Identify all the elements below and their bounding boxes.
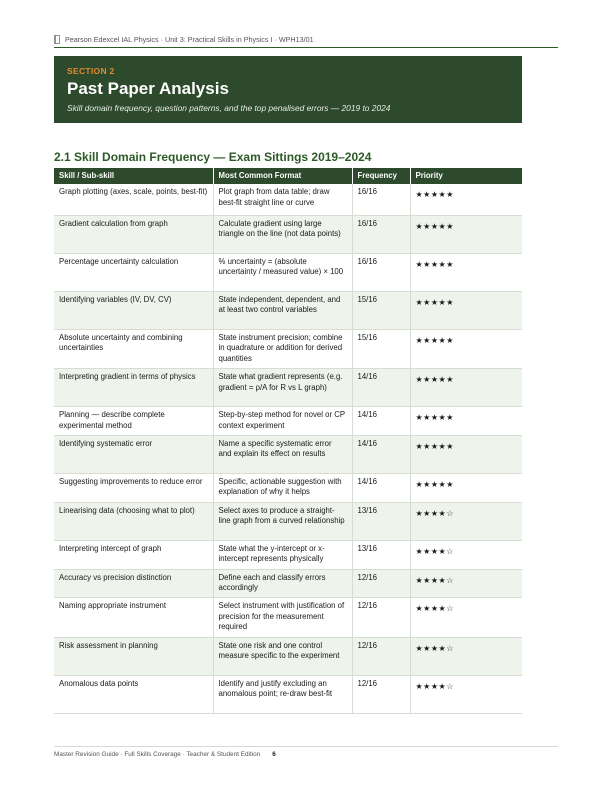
page-number: 6 — [272, 751, 276, 758]
cell-priority: ★★★★★ — [410, 184, 522, 215]
cell-priority: ★★★★★ — [410, 435, 522, 473]
cell-skill: Linearising data (choosing what to plot) — [54, 502, 213, 540]
cell-frequency: 14/16 — [352, 369, 410, 407]
cell-format: Identify and justify excluding an anomalous point; re-draw best-fit — [213, 675, 352, 713]
cell-priority: ★★★★★ — [410, 291, 522, 329]
table-row — [54, 598, 522, 637]
cell-priority: ★★★★★ — [410, 369, 522, 407]
cell-priority: ★★★★☆ — [410, 502, 522, 540]
cell-format: State independent, dependent, and at least two control variables — [213, 291, 352, 329]
cell-format: State instrument precision; combine in quadrature or addition for derived quantities — [213, 329, 352, 368]
table-row — [54, 329, 522, 368]
table-row — [54, 215, 522, 253]
cell-frequency: 14/16 — [352, 435, 410, 473]
cell-format: Specific, actionable suggestion with explanation of why it helps — [213, 473, 352, 502]
cell-frequency: 15/16 — [352, 329, 410, 368]
page-title: Past Paper Analysis — [67, 79, 229, 98]
cell-priority: ★★★★★ — [410, 253, 522, 291]
cell-skill: Absolute uncertainty and combining uncertainties — [54, 329, 213, 368]
cell-format: Select axes to produce a straight-line graph from a curved relationship — [213, 502, 352, 540]
cell-skill: Gradient calculation from graph — [54, 215, 213, 253]
cell-frequency: 12/16 — [352, 675, 410, 713]
footer-text: Master Revision Guide · Full Skills Coverage · Teacher & Student Edition — [54, 751, 261, 758]
cell-frequency: 15/16 — [352, 291, 410, 329]
cell-format: Select instrument with justification of precision for the measurement required — [213, 598, 352, 637]
cell-skill: Interpreting gradient in terms of physics — [54, 369, 213, 407]
cell-frequency: 16/16 — [352, 253, 410, 291]
cell-skill: Percentage uncertainty calculation — [54, 253, 213, 291]
cell-skill: Interpreting intercept of graph — [54, 540, 213, 569]
cell-format: State what the y-intercept or x-intercept represents physically — [213, 540, 352, 569]
cell-skill: Naming appropriate instrument — [54, 598, 213, 637]
cell-format: State what gradient represents (e.g. gradient = ρ/A for R vs L graph) — [213, 369, 352, 407]
cell-skill: Accuracy vs precision distinction — [54, 569, 213, 598]
cell-priority: ★★★★★ — [410, 215, 522, 253]
cell-priority: ★★★★☆ — [410, 675, 522, 713]
section-banner — [54, 56, 522, 123]
cell-priority: ★★★★☆ — [410, 637, 522, 675]
cell-frequency: 14/16 — [352, 473, 410, 502]
cell-frequency: 12/16 — [352, 637, 410, 675]
column-header-priority: Priority — [410, 168, 522, 184]
table-row — [54, 407, 522, 436]
cell-frequency: 13/16 — [352, 540, 410, 569]
section-heading: 2.1 Skill Domain Frequency — Exam Sittings 2019–2024 — [54, 150, 372, 164]
cell-format: Plot graph from data table; draw best-fit straight line or curve — [213, 184, 352, 215]
column-header-frequency: Frequency — [352, 168, 410, 184]
cell-priority: ★★★★★ — [410, 473, 522, 502]
cell-format: Calculate gradient using large triangle on the line (not data points) — [213, 215, 352, 253]
page-subtitle: Skill domain frequency, question patterns, and the top penalised errors — 2019 to 2024 — [67, 103, 391, 113]
book-icon — [54, 35, 60, 44]
cell-frequency: 14/16 — [352, 407, 410, 436]
running-header — [54, 34, 558, 48]
table-row — [54, 369, 522, 407]
section-label: SECTION 2 — [67, 66, 115, 76]
header-text: Pearson Edexcel IAL Physics · Unit 3: Practical Skills in Physics I · WPH13/01 — [65, 34, 314, 44]
table-row — [54, 637, 522, 675]
cell-frequency: 16/16 — [352, 215, 410, 253]
skill-frequency-table — [54, 168, 522, 714]
column-header-skill: Skill / Sub-skill — [54, 168, 213, 184]
cell-skill: Anomalous data points — [54, 675, 213, 713]
cell-frequency: 12/16 — [352, 598, 410, 637]
table-row — [54, 540, 522, 569]
cell-priority: ★★★★☆ — [410, 569, 522, 598]
table-header-row — [54, 168, 522, 184]
cell-frequency: 13/16 — [352, 502, 410, 540]
cell-priority: ★★★★★ — [410, 329, 522, 368]
cell-skill: Identifying systematic error — [54, 435, 213, 473]
cell-frequency: 12/16 — [352, 569, 410, 598]
cell-skill: Suggesting improvements to reduce error — [54, 473, 213, 502]
table-row — [54, 502, 522, 540]
table-row — [54, 291, 522, 329]
column-header-format: Most Common Format — [213, 168, 352, 184]
cell-format: Name a specific systematic error and explain its effect on results — [213, 435, 352, 473]
cell-format: Step-by-step method for novel or CP context experiment — [213, 407, 352, 436]
cell-priority: ★★★★☆ — [410, 540, 522, 569]
cell-skill: Identifying variables (IV, DV, CV) — [54, 291, 213, 329]
table-row — [54, 675, 522, 713]
cell-priority: ★★★★★ — [410, 407, 522, 436]
cell-frequency: 16/16 — [352, 184, 410, 215]
table-row — [54, 473, 522, 502]
cell-skill: Planning — describe complete experimental method — [54, 407, 213, 436]
table-row — [54, 569, 522, 598]
table-row — [54, 253, 522, 291]
page-footer — [54, 746, 558, 758]
cell-format: Define each and classify errors accordingly — [213, 569, 352, 598]
cell-format: State one risk and one control measure specific to the experiment — [213, 637, 352, 675]
table-row — [54, 435, 522, 473]
cell-priority: ★★★★☆ — [410, 598, 522, 637]
table-row — [54, 184, 522, 215]
cell-format: % uncertainty = (absolute uncertainty / measured value) × 100 — [213, 253, 352, 291]
cell-skill: Graph plotting (axes, scale, points, best-fit) — [54, 184, 213, 215]
cell-skill: Risk assessment in planning — [54, 637, 213, 675]
